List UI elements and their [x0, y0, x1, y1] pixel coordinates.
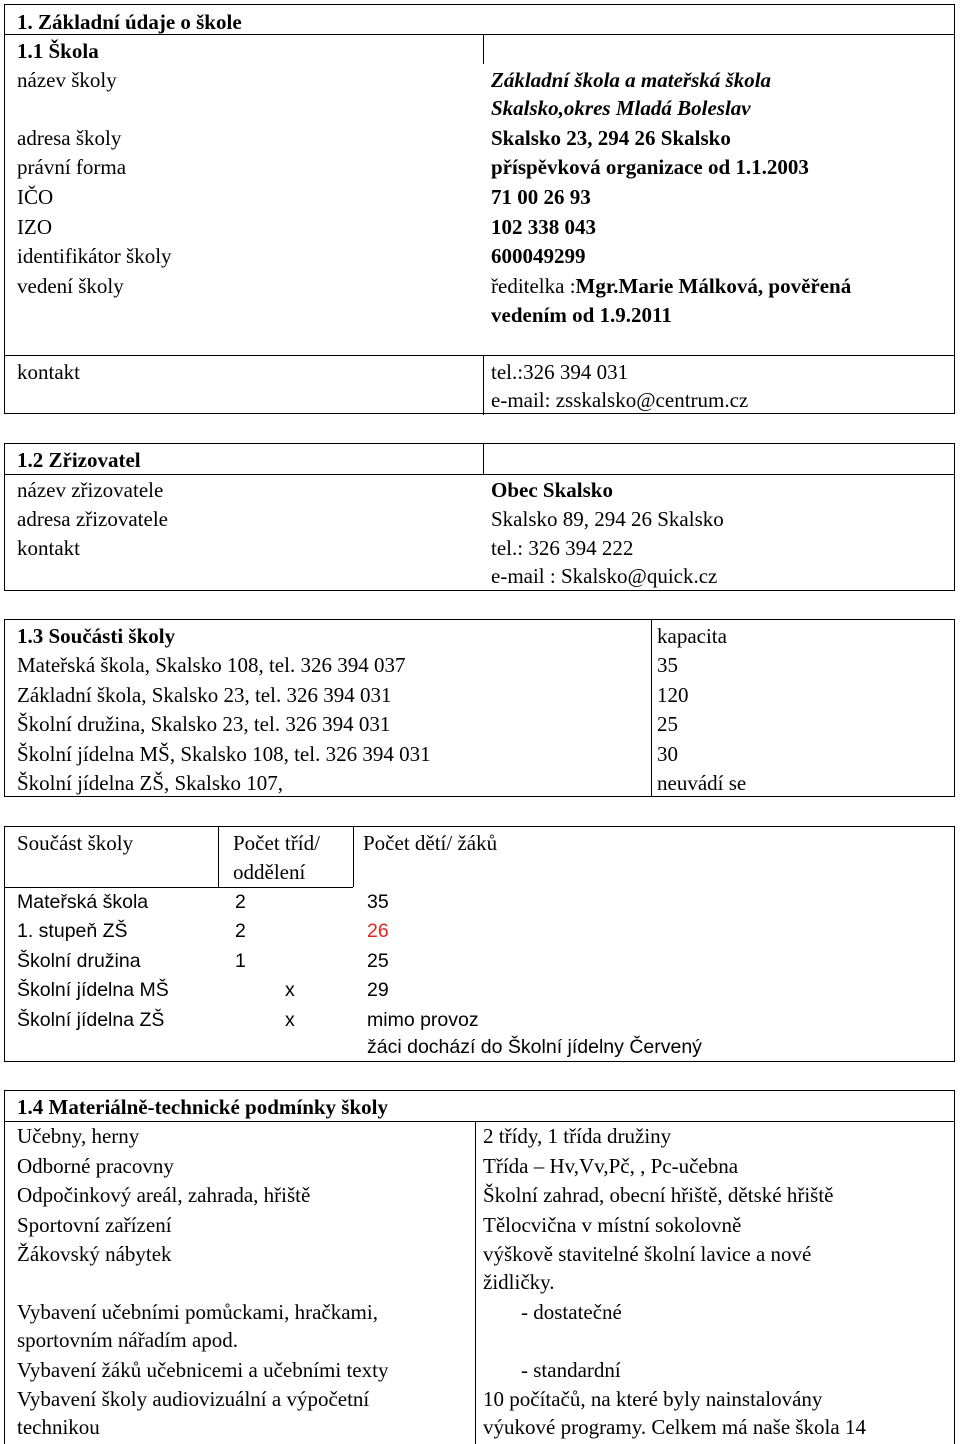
row-label: Vybavení žáků učebnicemi a učebními texty [17, 1358, 389, 1382]
row-label: Učebny, herny [17, 1124, 140, 1148]
row-label: právní forma [17, 155, 127, 179]
pupil-count: 29 [367, 979, 389, 1001]
material-conditions-table [4, 1090, 955, 1444]
management-name: Mgr.Marie Málková, pověřená [575, 274, 852, 298]
component-capacity: 30 [657, 742, 678, 766]
class-count: x [285, 1009, 295, 1031]
row-label: adresa zřizovatele [17, 507, 168, 531]
legal-form: příspěvková organizace od 1.1.2003 [491, 155, 809, 179]
row-label: Vybavení školy audiovizuální a výpočetní [17, 1387, 370, 1411]
management-value [491, 272, 851, 301]
component-name: Mateřská škola, Skalsko 108, tel. 326 394 037 [17, 653, 406, 677]
column-header-classes: Počet tříd/ [233, 831, 320, 855]
component-capacity: 120 [657, 683, 689, 707]
row-value: 2 třídy, 1 třída družiny [483, 1124, 672, 1148]
row-value: výškově stavitelné školní lavice a nové [483, 1242, 812, 1266]
subsection-title: 1.3 Součásti školy [17, 624, 176, 648]
row-label: Žákovský nábytek [17, 1242, 172, 1266]
row-label-line2: technikou [17, 1415, 100, 1439]
component-capacity: 25 [657, 712, 678, 736]
row-value-line2: výukové programy. Celkem má naše škola 14 [483, 1415, 866, 1439]
subsection-title: 1.2 Zřizovatel [17, 448, 141, 472]
row-label: identifikátor školy [17, 244, 172, 268]
section-heading: 1. Základní údaje o škole [17, 10, 242, 34]
class-count: 2 [235, 891, 246, 913]
component-name: Školní jídelna MŠ, Skalsko 108, tel. 326 394 031 [17, 742, 431, 766]
row-label: kontakt [17, 536, 80, 560]
pupil-count: 26 [367, 920, 389, 942]
row-label: Vybavení učebními pomůckami, hračkami, [17, 1300, 378, 1324]
contact-email: e-mail: zsskalsko@centrum.cz [491, 388, 749, 412]
school-basic-info-table [4, 4, 955, 414]
row-value-line2: židličky. [483, 1270, 555, 1294]
row-label: název zřizovatele [17, 478, 164, 502]
part-name: 1. stupeň ZŠ [17, 920, 128, 942]
class-count: 2 [235, 920, 246, 942]
row-label: Sportovní zařízení [17, 1213, 172, 1237]
founder-address: Skalsko 89, 294 26 Skalsko [491, 507, 724, 531]
founder-name: Obec Skalsko [491, 478, 613, 502]
founder-table [4, 443, 955, 591]
row-value: Školní zahrad, obecní hřiště, dětské hřiště [483, 1183, 834, 1207]
row-value: 10 počítačů, na které byly nainstalovány [483, 1387, 823, 1411]
classes-pupils-table [4, 826, 955, 1062]
component-name: Školní družina, Skalsko 23, tel. 326 394 031 [17, 712, 391, 736]
component-name: Základní škola, Skalsko 23, tel. 326 394 031 [17, 683, 392, 707]
component-name: Školní jídelna ZŠ, Skalsko 107, [17, 771, 284, 795]
column-header-pupils: Počet dětí/ žáků [363, 831, 498, 855]
capacity-header: kapacita [657, 624, 727, 648]
class-count: x [285, 979, 295, 1001]
row-label: vedení školy [17, 274, 124, 298]
column-header-classes-line2: oddělení [233, 860, 306, 884]
school-address: Skalsko 23, 294 26 Skalsko [491, 126, 731, 150]
school-components-table [4, 619, 955, 797]
row-label: IZO [17, 215, 52, 239]
row-label-line2: sportovním nářadím apod. [17, 1328, 239, 1352]
part-name: Školní jídelna MŠ [17, 979, 169, 1001]
column-header-part: Součást školy [17, 831, 134, 855]
pupil-count: mimo provoz [367, 1009, 479, 1031]
management-prefix: ředitelka : [491, 274, 576, 298]
ico-value: 71 00 26 93 [491, 185, 591, 209]
row-value: Třída – Hv,Vv,Pč, , Pc-učebna [483, 1154, 739, 1178]
component-capacity: 35 [657, 653, 678, 677]
row-label: adresa školy [17, 126, 122, 150]
school-name: Základní škola a mateřská škola [491, 68, 772, 92]
part-name: Školní družina [17, 950, 141, 972]
part-name: Mateřská škola [17, 891, 149, 913]
school-identifier: 600049299 [491, 244, 586, 268]
row-label: Odpočinkový areál, zahrada, hřiště [17, 1183, 311, 1207]
izo-value: 102 338 043 [491, 215, 596, 239]
pupil-count: 35 [367, 891, 389, 913]
row-label: název školy [17, 68, 117, 92]
contact-phone: tel.:326 394 031 [491, 360, 629, 384]
row-value: - standardní [521, 1358, 621, 1382]
part-name: Školní jídelna ZŠ [17, 1009, 165, 1031]
subsection-title: 1.4 Materiálně-technické podmínky školy [17, 1095, 388, 1119]
management-line2: vedením od 1.9.2011 [491, 303, 672, 327]
pupil-note: žáci dochází do Školní jídelny Červený [367, 1036, 702, 1058]
school-name-line2: Skalsko,okres Mladá Boleslav [491, 96, 751, 120]
row-value: Tělocvična v místní sokolovně [483, 1213, 742, 1237]
subsection-title: 1.1 Škola [17, 39, 99, 63]
founder-email: e-mail : Skalsko@quick.cz [491, 564, 718, 588]
row-value: - dostatečné [521, 1300, 622, 1324]
row-label: Odborné pracovny [17, 1154, 174, 1178]
component-capacity: neuvádí se [657, 771, 747, 795]
class-count: 1 [235, 950, 246, 972]
pupil-count: 25 [367, 950, 389, 972]
row-label: kontakt [17, 360, 80, 384]
founder-phone: tel.: 326 394 222 [491, 536, 634, 560]
row-label: IČO [17, 185, 54, 209]
